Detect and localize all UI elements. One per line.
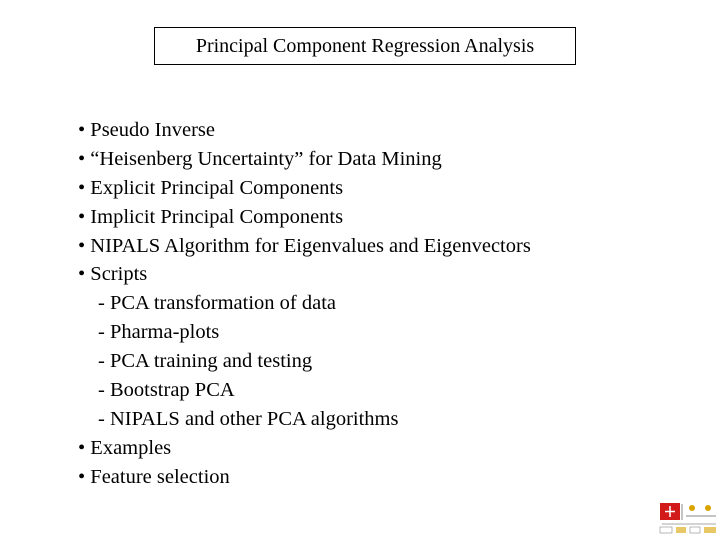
sub-bullet-item: - PCA training and testing (98, 350, 313, 373)
bullet-item: • “Heisenberg Uncertainty” for Data Mining (78, 147, 442, 170)
bullet-item: • NIPALS Algorithm for Eigenvalues and Eigenvectors (78, 234, 531, 257)
slide-title (154, 27, 576, 65)
slide-title-text: Principal Component Regression Analysis (195, 34, 535, 57)
sub-bullet-item: - PCA transformation of data (98, 292, 336, 315)
crest-icon (658, 500, 720, 540)
sub-bullet-item: - Pharma-plots (98, 321, 220, 344)
bullet-item: • Scripts (78, 263, 148, 286)
bullet-item: • Feature selection (78, 465, 230, 488)
institution-crest-logo (658, 500, 720, 540)
bullet-item: • Explicit Principal Components (78, 176, 344, 199)
sub-bullet-item: - Bootstrap PCA (98, 379, 235, 402)
bullet-item: • Examples (78, 436, 172, 459)
bullet-list (78, 116, 531, 492)
bullet-item: • Pseudo Inverse (78, 119, 215, 141)
bullet-item: • Implicit Principal Components (78, 205, 344, 228)
sub-bullet-item: - NIPALS and other PCA algorithms (98, 407, 399, 430)
